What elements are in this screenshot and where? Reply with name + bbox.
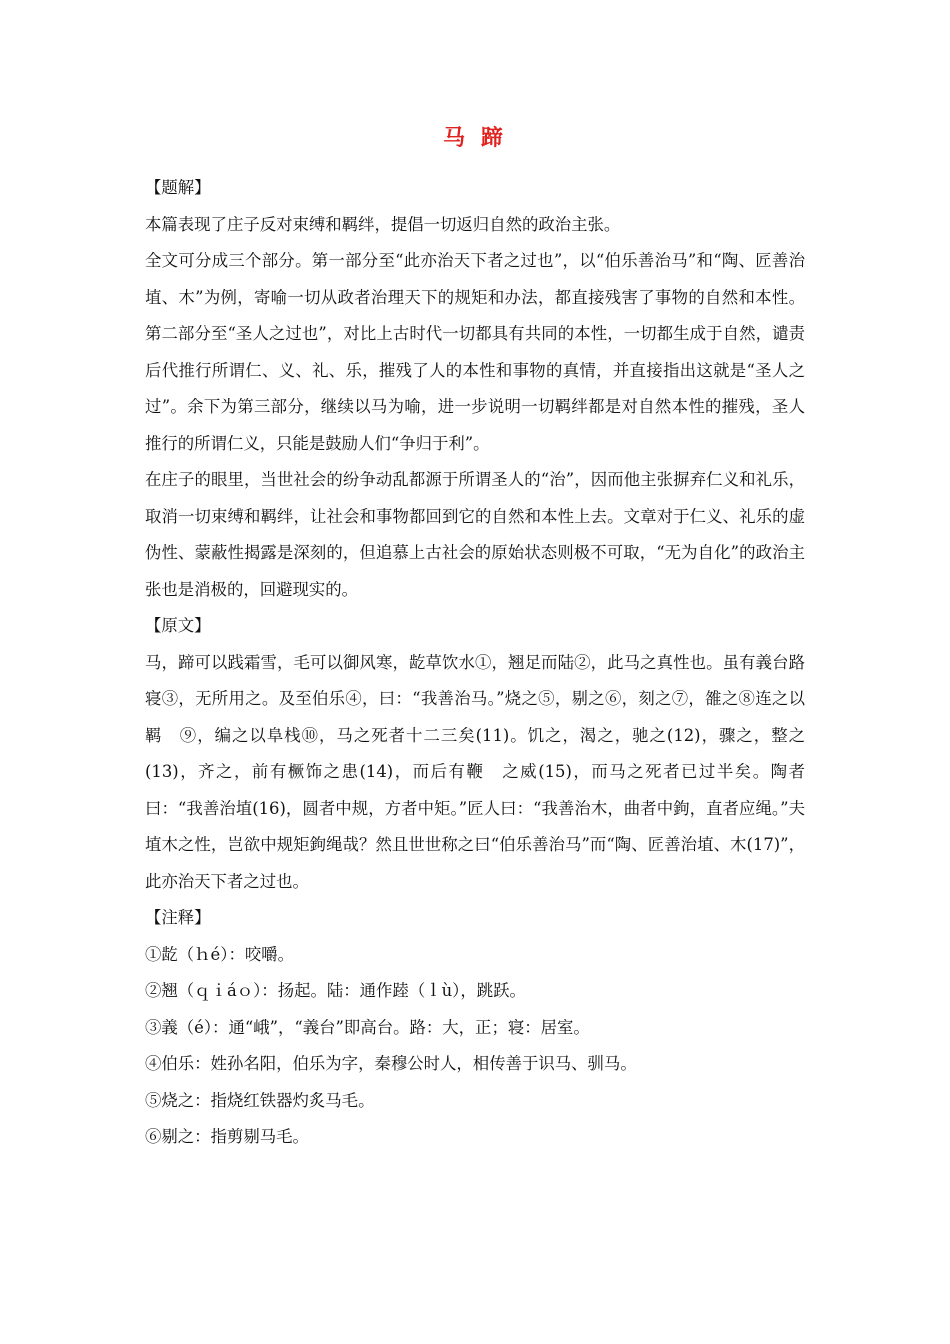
document-body — [145, 170, 805, 1156]
section-heading-yuanwen: 【原文】 — [145, 616, 211, 635]
tijie-paragraph-1: 本篇表现了庄子反对束缚和羁绊，提倡一切返归自然的政治主张。 — [145, 214, 621, 234]
section-tijie — [145, 170, 805, 608]
note-item-2: ②翘（ｑｉáｏ）：扬起。陆：通作踛（ｌù），跳跃。 — [145, 981, 526, 1000]
section-heading-zhushi: 【注释】 — [145, 908, 211, 927]
section-yuanwen — [145, 608, 805, 900]
note-item-1: ①龁（ｈé）：咬嚼。 — [145, 944, 295, 964]
tijie-paragraph-2: 全文可分成三个部分。第一部分至“此亦治天下者之过也”，以“伯乐善治马”和“陶、匠善治埴、木”为例，寄喻一切从政者治理天下的规矩和办法，都直接残害了事物的自然和本性。第二部分至“圣人之过也”，对比上古时代一切都具有共同的本性，一切都生成于自然，谴责后代推行所谓仁、义、礼、乐，摧残了人的本性和事物的真情，并直接指出这就是“圣人之过”。余下为第三部分，继续以马为喻，进一步说明一切羁绊都是对自然本性的摧残，圣人推行的所谓仁义，只能是鼓励人们“争归于利”。 — [145, 251, 805, 453]
note-item-6: ⑥剔之：指剪剔马毛。 — [145, 1127, 309, 1146]
note-item-3: ③義（é）：通“峨”，“義台”即高台。路：大，正；寝：居室。 — [145, 1017, 590, 1037]
section-heading-tijie: 【题解】 — [145, 178, 211, 197]
note-item-4: ④伯乐：姓孙名阳，伯乐为字，秦穆公时人，相传善于识马、驯马。 — [145, 1054, 637, 1073]
document-title: 马 蹄 — [443, 125, 507, 151]
note-item-5: ⑤烧之：指烧红铁器灼炙马毛。 — [145, 1090, 375, 1110]
tijie-paragraph-3: 在庄子的眼里，当世社会的纷争动乱都源于所谓圣人的“治”，因而他主张摒弃仁义和礼乐，取消一切束缚和羁绊，让社会和事物都回到它的自然和本性上去。文章对于仁义、礼乐的虚伪性、蒙蔽性揭露是深刻的，但追慕上古社会的原始状态则极不可取，“无为自化”的政治主张也是消极的，回避现实的。 — [145, 470, 805, 599]
yuanwen-paragraph-1: 马，蹄可以践霜雪，毛可以御风寒，龁草饮水①，翘足而陆②，此马之真性也。虽有義台路寝③，无所用之。及至伯乐④，曰：“我善治马。”烧之⑤，剔之⑥，刻之⑦，雒之⑧连之以羁 ⑨，编之以阜栈⑩，马之死者十二三矣(11)。饥之，渴之，驰之(12)，骤之，整之(13)，齐之，前有橛饰之患(14)，而后有鞭 之威(15)，而马之死者已过半矣。陶者曰：“我善治埴(16)，圆者中规，方者中矩。”匠人曰：“我善治木，曲者中鉤，直者应绳。”夫埴木之性，岂欲中规矩鉤绳哉？然且世世称之曰“伯乐善治马”而“陶、匠善治埴、木(17)”，此亦治天下者之过也。 — [145, 652, 805, 891]
section-zhushi — [145, 900, 805, 1156]
